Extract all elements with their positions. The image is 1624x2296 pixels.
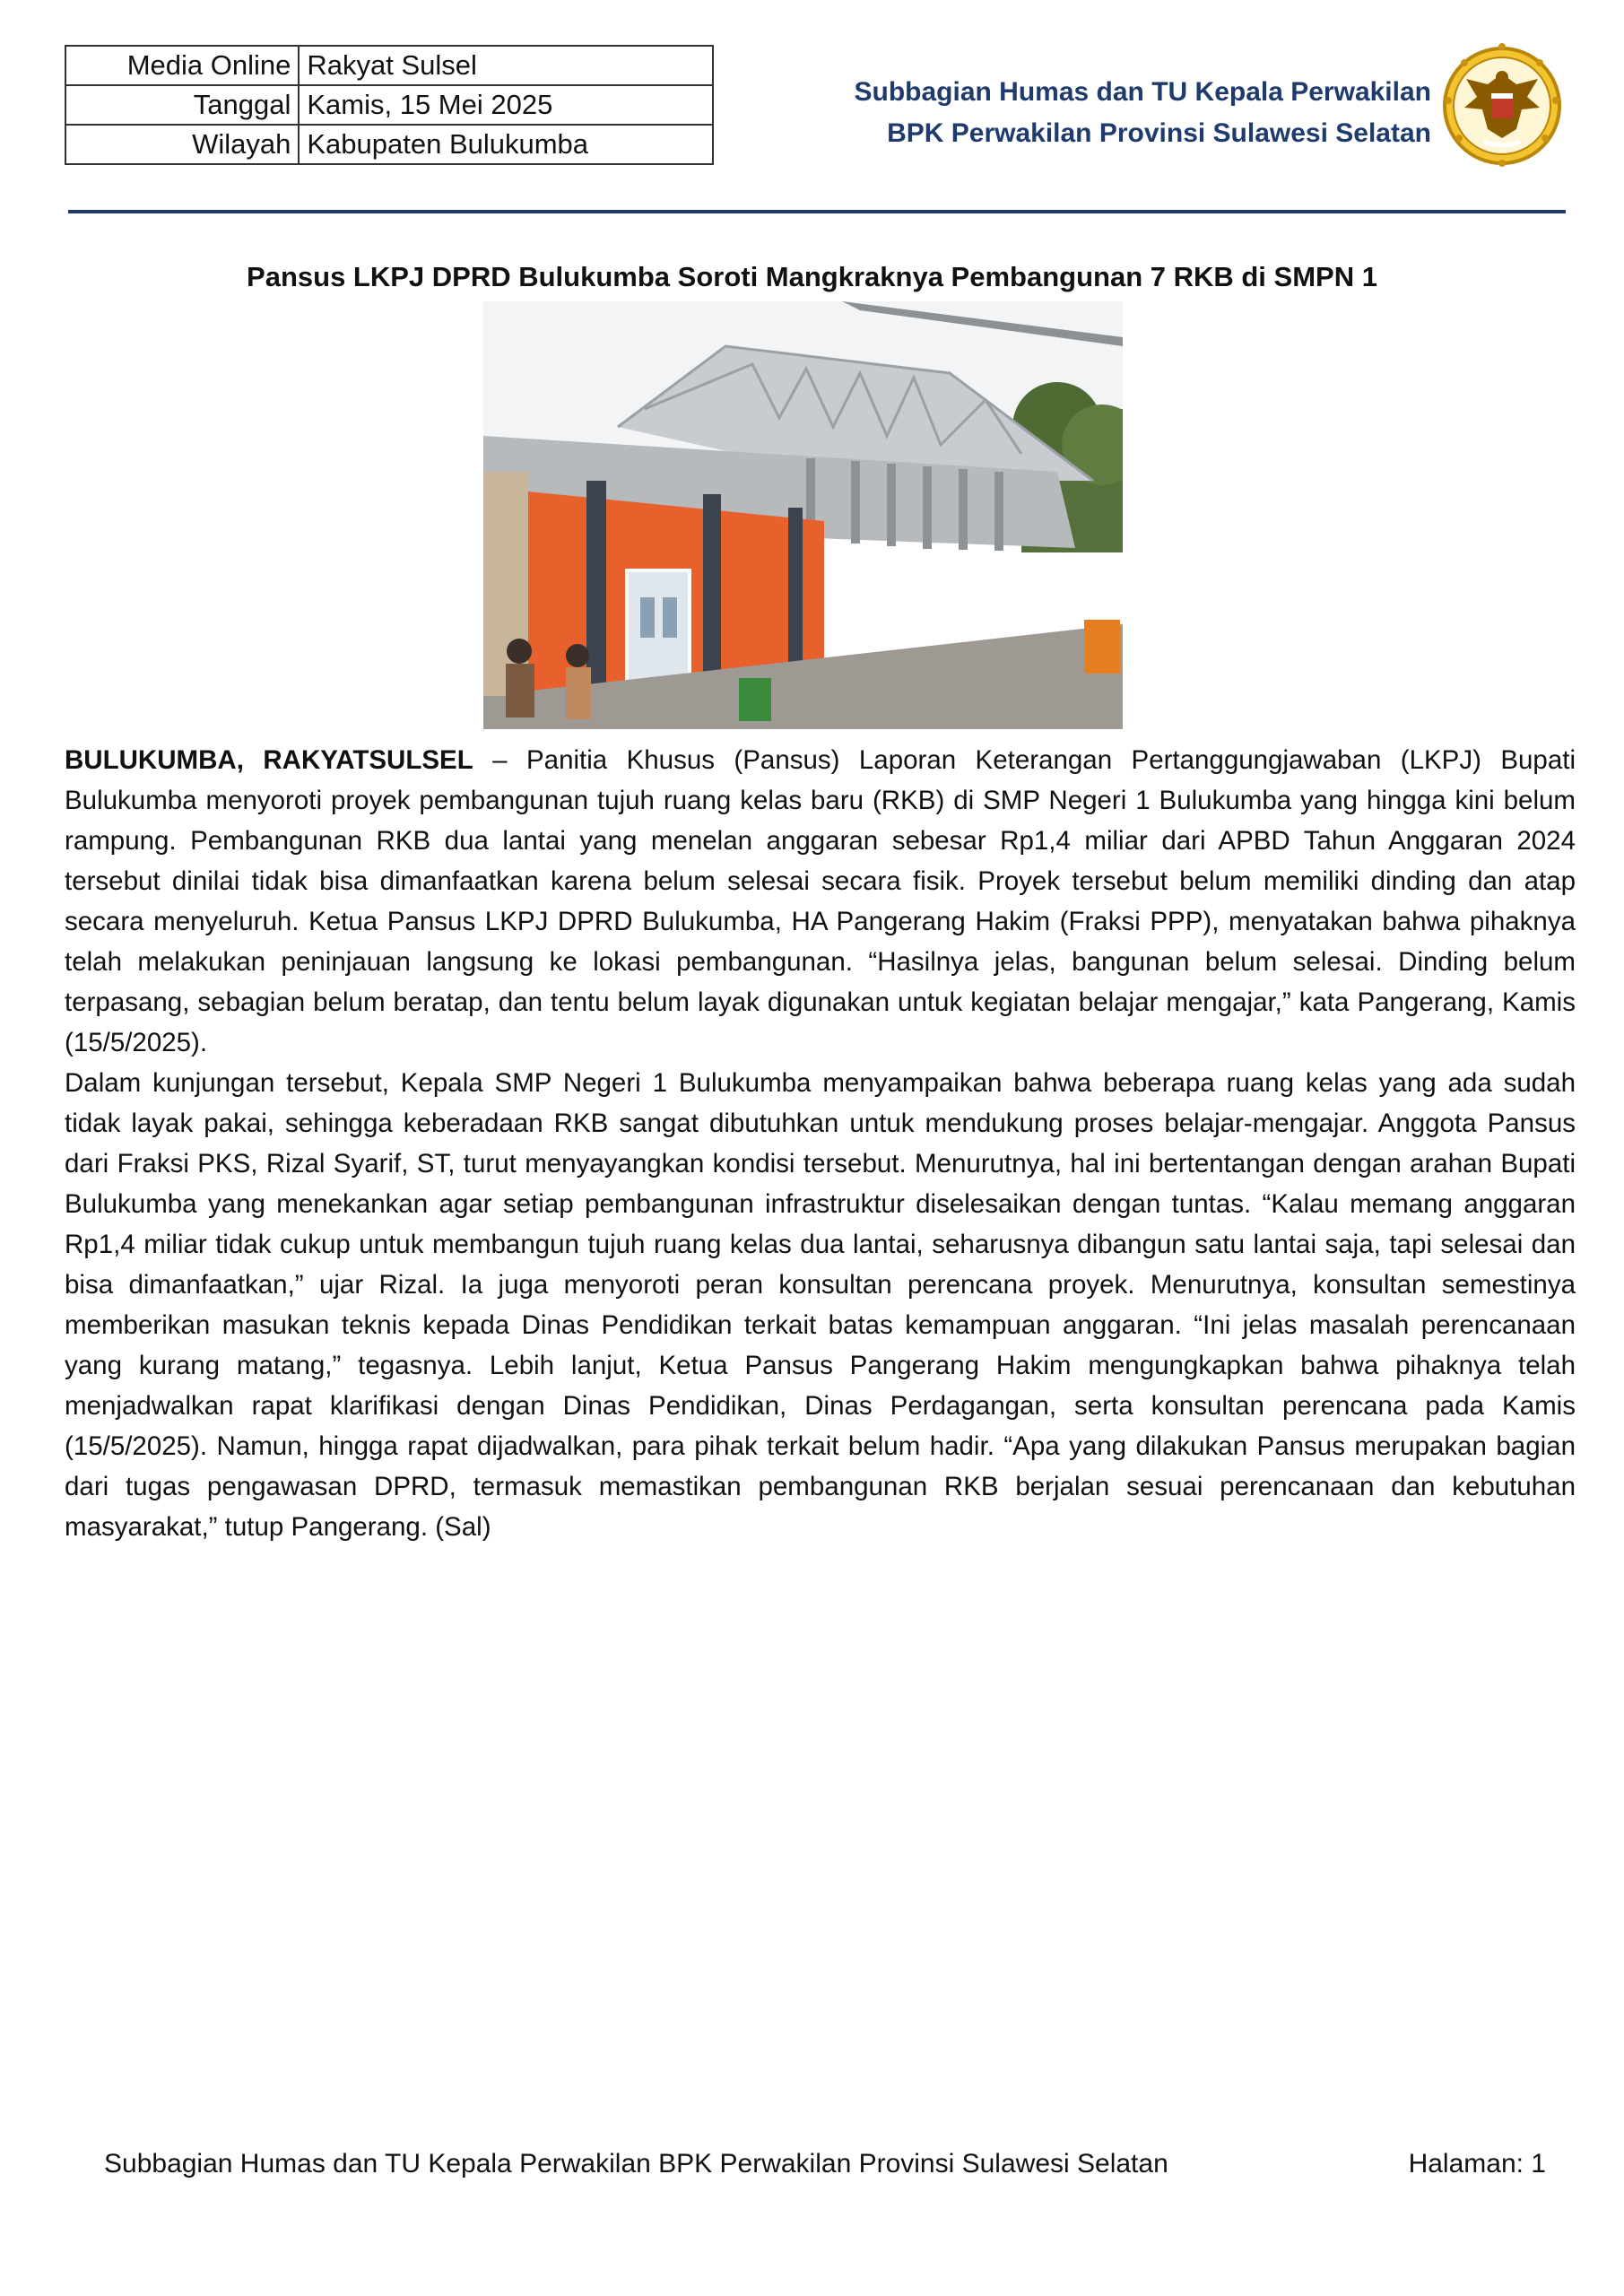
article-body	[65, 740, 1576, 1547]
dateline-dash: –	[473, 745, 526, 775]
footer-org-text: Subbagian Humas dan TU Kepala Perwakilan BPK Perwakilan Provinsi Sulawesi Selatan	[104, 2149, 1168, 2179]
org-line-2: BPK Perwakilan Provinsi Sulawesi Selatan	[887, 118, 1431, 148]
media-label: Media Online	[65, 46, 299, 85]
region-row	[65, 125, 713, 164]
media-info-table	[65, 45, 714, 165]
page-number: Halaman: 1	[1408, 2149, 1546, 2179]
date-value: Kamis, 15 Mei 2025	[299, 85, 713, 125]
region-label: Wilayah	[65, 125, 299, 164]
page-footer	[104, 2146, 1546, 2182]
header-divider	[68, 210, 1566, 213]
org-header	[854, 72, 1431, 154]
article-paragraph-2: Dalam kunjungan tersebut, Kepala SMP Negeri 1 Bulukumba menyampaikan bahwa beberapa ruang kelas yang ada sudah tidak layak pakai, sehingga keberadaan RKB sangat dibutuhkan untuk mendukung proses belajar-mengajar. Anggota Pansus dari Fraksi PKS, Rizal Syarif, ST, turut menyayangkan kondisi tersebut. Menurutnya, hal ini bertentangan dengan arahan Bupati Bulukumba yang menekankan agar setiap pembangunan infrastruktur diselesaikan dengan tuntas. “Kalau memang anggaran Rp1,4 miliar tidak cukup untuk membangun tujuh ruang kelas dua lantai, seharusnya dibangun satu lantai saja, tapi selesai dan bisa dimanfaatkan,” ujar Rizal. Ia juga menyoroti peran konsultan perencana proyek. Menurutnya, konsultan semestinya memberikan masukan teknis kepada Dinas Pendidikan terkait batas kemampuan anggaran. “Ini jelas masalah perencanaan yang kurang matang,” tegasnya. Lebih lanjut, Ketua Pansus Pangerang Hakim mengungkapkan bahwa pihaknya telah menjadwalkan rapat klarifikasi dengan Dinas Pendidikan, Dinas Perdagangan, serta konsultan perencana pada Kamis (15/5/2025). Namun, hingga rapat dijadwalkan, para pihak terkait belum hadir. “Apa yang dilakukan Pansus merupakan bagian dari tugas pengawasan DPRD, termasuk memastikan pembangunan RKB berjalan sesuai perencanaan dan kebutuhan masyarakat,” tutup Pangerang. (Sal)	[65, 1068, 1576, 1542]
date-row	[65, 85, 713, 125]
paragraph-1-text: Panitia Khusus (Pansus) Laporan Keterangan Pertanggungjawaban (LKPJ) Bupati Bulukumba menyoroti proyek pembangunan tujuh ruang kelas baru (RKB) di SMP Negeri 1 Bulukumba yang hingga kini belum rampung. Pembangunan RKB dua lantai yang menelan anggaran sebesar Rp1,4 miliar dari APBD Tahun Anggaran 2024 tersebut dinilai tidak bisa dimanfaatkan karena belum selesai secara fisik. Proyek tersebut belum memiliki dinding dan atap secara menyeluruh. Ketua Pansus LKPJ DPRD Bulukumba, HA Pangerang Hakim (Fraksi PPP), menyatakan bahwa pihaknya telah melakukan peninjauan langsung ke lokasi pembangunan. “Hasilnya jelas, bangunan belum selesai. Dinding belum terpasang, sebagian belum beratap, dan tentu belum layak digunakan untuk kegiatan belajar mengajar,” kata Pangerang, Kamis (15/5/2025).	[65, 745, 1576, 1057]
date-label: Tanggal	[65, 85, 299, 125]
garuda-emblem-icon	[1439, 38, 1565, 174]
construction-photo	[483, 301, 1123, 729]
article-headline: Pansus LKPJ DPRD Bulukumba Soroti Mangkraknya Pembangunan 7 RKB di SMPN 1	[247, 261, 1377, 292]
article-dateline: BULUKUMBA, RAKYATSULSEL	[65, 745, 473, 775]
org-line-1: Subbagian Humas dan TU Kepala Perwakilan	[854, 77, 1431, 107]
media-row	[65, 46, 713, 85]
article-paragraph-1	[65, 740, 1576, 1063]
media-value: Rakyat Sulsel	[299, 46, 713, 85]
region-value: Kabupaten Bulukumba	[299, 125, 713, 164]
